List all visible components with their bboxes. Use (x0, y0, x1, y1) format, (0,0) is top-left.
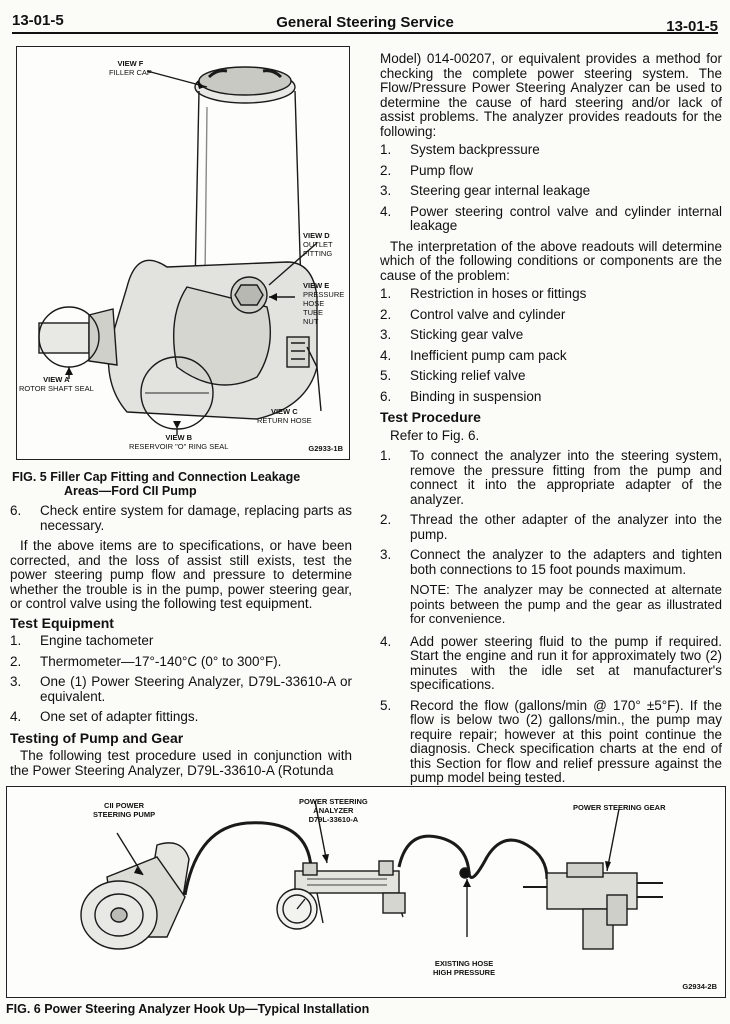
label-pump-line-1: CII POWER (104, 801, 145, 810)
figure-5-caption-line-1: FIG. 5 Filler Cap Fitting and Connection Leakage (12, 470, 301, 484)
label-view-b-text: RESERVOIR "O" RING SEAL (129, 442, 229, 451)
label-view-e-text-4: NUT (303, 317, 319, 326)
list-item-number: 1. (380, 286, 392, 301)
figure-6-caption: FIG. 6 Power Steering Analyzer Hook Up—Typical Installation (6, 1002, 370, 1016)
paragraph: If the above items are to specifications, or have been corrected, and the loss of assist still exists, test the power steering pump flow and pressure to determine whether the trouble is in the pump, power steering gear, or control valve using the following test equipment. (10, 538, 352, 611)
list-item-number: 2. (380, 306, 392, 322)
list-item (380, 513, 722, 542)
label-view-e-title: VIEW E (303, 281, 330, 290)
list-item (10, 655, 352, 670)
label-analyzer-line-1: POWER STEERING (299, 797, 368, 806)
list-item-text: Sticking relief valve (410, 368, 526, 383)
list-item-number: 2. (380, 162, 392, 178)
figure-6 (6, 786, 726, 998)
label-view-a-text: ROTOR SHAFT SEAL (19, 384, 94, 393)
page-header (12, 8, 718, 36)
list-item (380, 164, 722, 179)
label-gear (573, 803, 666, 812)
list-item (380, 205, 722, 234)
list-item-number: 5. (380, 697, 392, 713)
page-number-left: 13-01-5 (12, 12, 64, 29)
figure-5-id: G2933-1B (308, 444, 343, 453)
list-item (380, 328, 722, 343)
label-view-e (303, 281, 344, 326)
list-item-number: 1. (380, 448, 392, 463)
heading-testing-pump-gear: Testing of Pump and Gear (10, 729, 184, 746)
header-rule (12, 32, 718, 34)
list-item-number: 6. (10, 503, 22, 518)
list-item-text: Control valve and cylinder (410, 306, 566, 322)
label-hose (433, 959, 495, 977)
list-item (380, 699, 722, 786)
paragraph: The following test procedure used in conjunction with the Power Steering Analyzer, D79L-33610-A (Rotunda (10, 748, 352, 778)
section-title: General Steering Service (276, 14, 454, 31)
label-view-f (109, 59, 152, 77)
list-item-text: Pump flow (410, 162, 474, 178)
list-item-number: 1. (10, 633, 22, 648)
list-item-text: Check entire system for damage, replacing parts as necessary. (40, 503, 352, 533)
list-item (380, 308, 722, 323)
label-view-d-text-2: FITTING (303, 249, 333, 258)
label-view-e-text-1: PRESSURE (303, 290, 345, 299)
heading-test-procedure: Test Procedure (380, 409, 481, 425)
list-item (10, 710, 352, 725)
label-pump (93, 801, 155, 819)
list-item-number: 4. (10, 709, 22, 724)
list-item-number: 4. (380, 203, 392, 219)
list-item-number: 5. (380, 368, 392, 383)
label-pump-line-2: STEERING PUMP (93, 810, 156, 819)
figure-5-caption-line-2: Areas—Ford CII Pump (64, 484, 197, 498)
label-view-c-title: VIEW C (270, 407, 298, 416)
list-item (380, 548, 722, 577)
list-item-text: Thermometer—17°-140°C (0° to 300°F). (40, 653, 282, 669)
figure-5 (16, 46, 350, 460)
list-item (380, 143, 722, 158)
label-view-a-title: VIEW A (43, 375, 70, 384)
label-view-b-title: VIEW B (165, 433, 193, 442)
label-gear-line-1: POWER STEERING GEAR (573, 803, 666, 812)
list-item (380, 184, 722, 199)
list-item-text: Connect the analyzer to the adapters and tighten both connections to 15 foot pounds maximum. (410, 547, 722, 577)
list-item-number: 3. (380, 327, 392, 342)
list-item-text: Restriction in hoses or fittings (410, 286, 587, 301)
list-item (380, 390, 722, 405)
list-item-text: Binding in suspension (410, 388, 542, 404)
paragraph: The interpretation of the above readouts will determine which of the following conditions or components are the cause of the problem: (380, 238, 722, 283)
figure-5-caption (12, 470, 352, 498)
note-paragraph: NOTE: The analyzer may be connected at alternate points between the pump and the gear as illustrated for convenience. (410, 582, 722, 626)
right-column (380, 52, 722, 792)
label-view-a (19, 375, 94, 393)
heading-test-equipment: Test Equipment (10, 614, 114, 631)
list-item-text: System backpressure (410, 142, 540, 157)
label-hose-line-2: HIGH PRESSURE (433, 968, 496, 977)
list-item-text: To connect the analyzer into the steering system, remove the pressure fitting from the pump and connect it into the appropriate adapter of the analyzer. (410, 448, 722, 507)
list-item-number: 2. (10, 653, 22, 669)
label-view-f-title: VIEW F (117, 59, 144, 68)
list-item-number: 3. (10, 674, 22, 689)
list-item-text: Power steering control valve and cylinder internal leakage (410, 203, 722, 233)
label-view-d-title: VIEW D (303, 231, 330, 240)
label-view-c-text: RETURN HOSE (257, 416, 312, 425)
list-item-text: One set of adapter fittings. (40, 709, 199, 724)
list-item-text: Inefficient pump cam pack (410, 347, 567, 363)
label-view-c (257, 407, 312, 425)
label-view-e-text-2: HOSE (303, 299, 325, 308)
list-item (10, 675, 352, 704)
label-analyzer (299, 797, 368, 824)
label-view-d (303, 231, 333, 258)
list-item (380, 349, 722, 364)
list-item-number: 4. (380, 633, 392, 649)
list-item-number: 4. (380, 347, 392, 363)
list-item (380, 287, 722, 302)
label-analyzer-line-3: D79L-33610-A (308, 815, 359, 824)
list-item-number: 1. (380, 142, 392, 157)
list-item-text: Engine tachometer (40, 633, 154, 648)
list-item-number: 2. (380, 512, 392, 527)
paragraph: Model) 014-00207, or equivalent provides a method for checking the complete power steering system. The Flow/Pressure Power Steering Analyzer can be used to determine the cause of hard steering and/or lack of assist problems. The analyzer provides readouts for the following: (380, 51, 722, 139)
list-item (10, 634, 352, 649)
left-column (10, 504, 352, 782)
list-item-number: 6. (380, 388, 392, 404)
list-item-number: 3. (380, 547, 392, 562)
label-view-b (129, 433, 228, 451)
label-view-f-text: FILLER CAP (109, 68, 152, 77)
list-item-text: Add power steering fluid to the pump if required. Start the engine and run it for approximately two (2) minutes with the idle set at manufacturer's specifications. (410, 633, 722, 692)
list-item-text: Record the flow (gallons/min @ 170° ±5°F). If the flow is below two (2) gallons/min., the pump may require repair; however at this point continue the diagnosis. Check specification charts at the end of this Section for flow and relief pressure against the pump model being tested. (410, 697, 722, 785)
list-item-text: One (1) Power Steering Analyzer, D79L-33610-A or equivalent. (40, 674, 352, 704)
paragraph: Refer to Fig. 6. (390, 427, 480, 443)
pump-illustration (17, 47, 349, 459)
list-item-number: 3. (380, 183, 392, 198)
figure-6-id: G2934-2B (682, 982, 717, 991)
list-item (380, 635, 722, 693)
label-view-e-text-3: TUBE (303, 308, 324, 317)
label-analyzer-line-2: ANALYZER (313, 806, 354, 815)
list-item (380, 369, 722, 384)
list-item-text: Steering gear internal leakage (410, 183, 591, 198)
list-item (380, 449, 722, 507)
page-number-right: 13-01-5 (666, 18, 718, 35)
list-item-text: Sticking gear valve (410, 327, 524, 342)
label-view-d-text-1: OUTLET (303, 240, 333, 249)
list-item-text: Thread the other adapter of the analyzer into the pump. (410, 512, 722, 542)
list-item (10, 504, 352, 533)
label-hose-line-1: EXISTING HOSE (434, 959, 494, 968)
